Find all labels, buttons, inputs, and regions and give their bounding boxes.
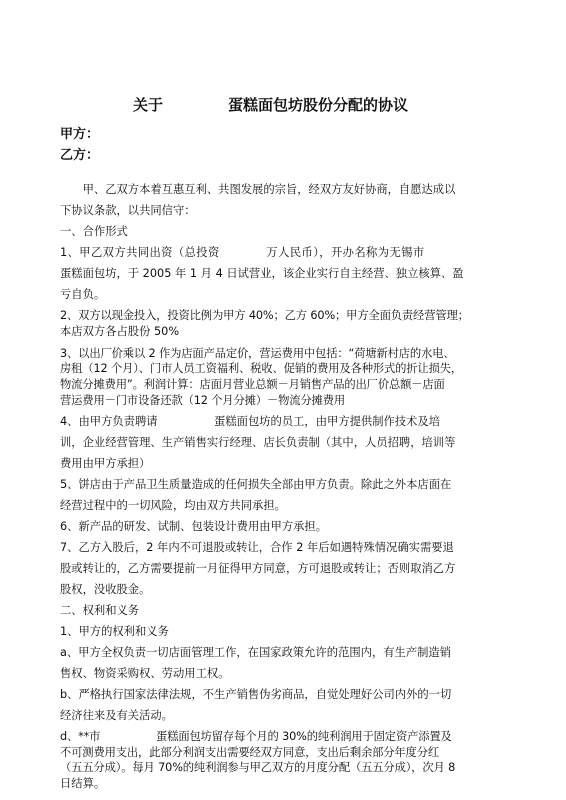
body-line: d、**市 蛋糕面包坊留存每个月的 30%的纯利润用于固定资产添置及: [60, 730, 452, 743]
body-line: 股或转让的，乙方需要提前一月征得甲方同意，方可退股或转让；否则取消乙方: [60, 562, 456, 575]
subsection-heading: 1、甲方的权利和义务: [60, 625, 169, 638]
section-heading: 一、合作形式: [60, 225, 128, 238]
body-line: 亏自负。: [60, 288, 106, 301]
party-b-label: 乙方：: [60, 148, 100, 163]
body-line: 物流分摊费用”。利润计算：店面月营业总额－月销售产品的出厂价总额－店面: [60, 378, 445, 391]
body-line: 费用由甲方承担）: [60, 457, 151, 470]
body-line: 6、新产品的研发、试制、包装设计费用由甲方承担。: [60, 520, 328, 533]
body-line: 4、由甲方负责聘请 蛋糕面包坊的员工，由甲方提供制作技术及培: [60, 415, 440, 428]
body-line: 售权、物资采购权、劳动用工权。: [60, 667, 230, 680]
body-line: 蛋糕面包坊，于 2005 年 1 月 4 日试营业，该企业实行自主经营、独立核算、盈: [60, 267, 464, 280]
body-line: 2、双方以现金投入，投资比例为甲方 40%；乙方 60%；甲方全面负责经营管理；: [60, 309, 469, 322]
section-heading: 二、权利和义务: [60, 604, 140, 617]
body-line: （五五分成）。每月 70%的纯利润参与甲乙双方的月度分配（五五分成），次月 8: [60, 761, 456, 774]
body-line: 5、饼店由于产品卫生质量造成的任何损失全部由甲方负责。除此之外本店面在: [60, 478, 452, 491]
body-line: 股权，没收股金。: [60, 583, 151, 596]
body-line: 训，企业经营管理、生产销售实行经理、店长负责制（其中，人员招聘，培训等: [60, 436, 456, 449]
document-title: [0, 94, 566, 114]
body-line: 甲、乙双方本着互惠互利、共图发展的宗旨，经双方友好协商，自愿达成以: [60, 183, 456, 196]
title-main: 蛋糕面包坊股份分配的协议: [228, 96, 409, 114]
title-prefix: 关于: [133, 96, 164, 114]
body-line: 3、以出厂价乘以 2 作为店面产品定价，营运费用中包括：“荷塘新村店的水电、: [60, 347, 455, 360]
body-line: b、严格执行国家法律法规，不生产销售伪劣商品，自觉处理好公司内外的一切: [60, 688, 452, 701]
body-line: 本店双方各占股份 50%: [60, 325, 180, 338]
body-line: 日结算。: [60, 777, 106, 790]
body-line: 7、乙方入股后，2 年内不可退股或转让，合作 2 年后如遇特殊情况确实需要退: [60, 541, 454, 554]
body-line: 不可测费用支出，此部分利润支出需要经双方同意，支出后剩余部分年度分红: [60, 746, 439, 759]
party-a-label: 甲方：: [60, 127, 100, 142]
body-line: 经营过程中的一切风险，均由双方共同承担。: [60, 499, 286, 512]
body-line: 经济往来及有关活动。: [60, 709, 173, 722]
body-line: 房租（12 个月）、门市人员工资福利、税收、促销的费用及各种形式的折让损失，: [60, 362, 463, 375]
body-line: 下协议条款，以共同信守：: [60, 204, 196, 217]
body-line: a、甲方全权负责一切店面管理工作，在国家政策允许的范围内，有生产制造销: [60, 646, 452, 659]
body-line: 营运费用－门市设备还款（12 个月分摊）－物流分摊费用: [60, 394, 346, 407]
body-line: 1、甲乙双方共同出资（总投资 万人民币），开办名称为无锡市: [60, 246, 425, 259]
